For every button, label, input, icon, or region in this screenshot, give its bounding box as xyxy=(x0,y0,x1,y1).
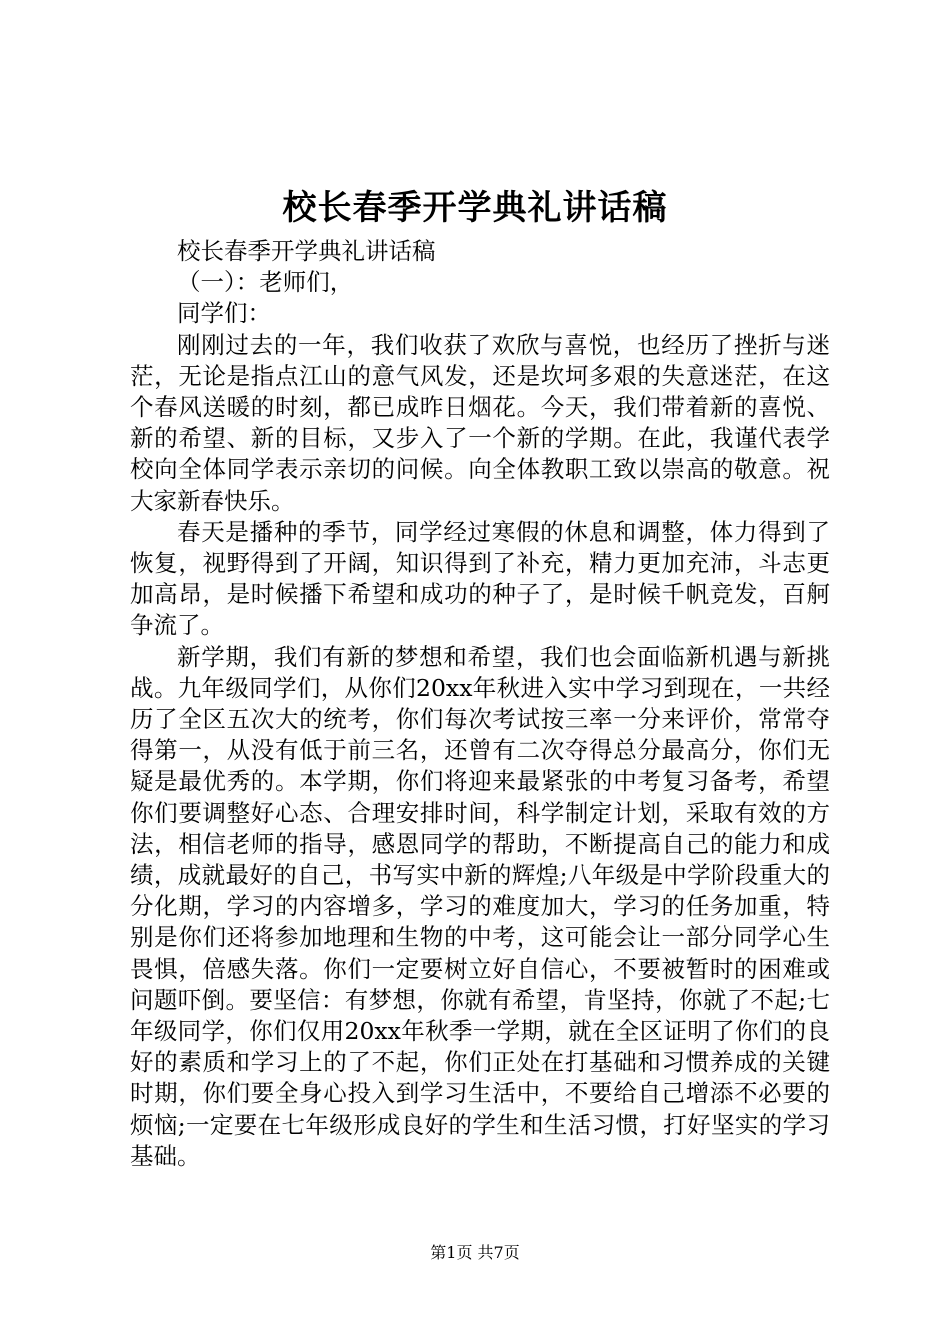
page-footer: 第1页 共7页 xyxy=(430,1243,520,1262)
document-body xyxy=(130,236,830,1172)
salutation-students: 同学们： xyxy=(177,299,271,328)
body-paragraph: 春天是播种的季节，同学经过寒假的休息和调整，体力得到了恢复，视野得到了开阔，知识得到了补充，精力更加充沛，斗志更加高昂，是时候播下希望和成功的种子了，是时候千帆竞发，百舸争流了。 xyxy=(130,517,830,640)
subtitle-paragraph: 校长春季开学典礼讲话稿 xyxy=(177,237,436,265)
document-title: 校长春季开学典礼讲话稿 xyxy=(282,188,668,228)
body-paragraph: 刚刚过去的一年，我们收获了欢欣与喜悦，也经历了挫折与迷茫，无论是指点江山的意气风发，还是坎坷多艰的失意迷茫，在这个春风送暖的时刻，都已成昨日烟花。今天，我们带着新的喜悦、新的希望、新的目标，又步入了一个新的学期。在此，我谨代表学校向全体同学表示亲切的问候。向全体教职工致以崇高的敬意。祝大家新春快乐。 xyxy=(130,330,830,515)
body-paragraph: 新学期，我们有新的梦想和希望，我们也会面临新机遇与新挑战。九年级同学们，从你们20xx年秋进入实中学习到现在，一共经历了全区五次大的统考，你们每次考试按三率一分来评价，常常夺得第一，从没有低于前三名，还曾有二次夺得总分最高分，你们无疑是最优秀的。本学期，你们将迎来最紧张的中考复习备考，希望你们要调整好心态、合理安排时间，科学制定计划，采取有效的方法，相信老师的指导，感恩同学的帮助，不断提高自己的能力和成绩，成就最好的自己，书写实中新的辉煌;八年级是中学阶段重大的分化期，学习的内容增多，学习的难度加大，学习的任务加重，特别是你们还将参加地理和生物的中考，这可能会让一部分同学心生畏惧，倍感失落。你们一定要树立好自信心，不要被暂时的困难或问题吓倒。要坚信：有梦想，你就有希望，肯坚持，你就了不起;七年级同学，你们仅用20xx年秋季一学期，就在全区证明了你们的良好的素质和学习上的了不起，你们正处在打基础和习惯养成的关键时期，你们要全身心投入到学习生活中，不要给自己增添不必要的烦恼;一定要在七年级形成良好的学生和生活习惯，打好坚实的学习基础。 xyxy=(130,642,830,1170)
salutation-teachers: （一）：老师们， xyxy=(177,268,354,297)
